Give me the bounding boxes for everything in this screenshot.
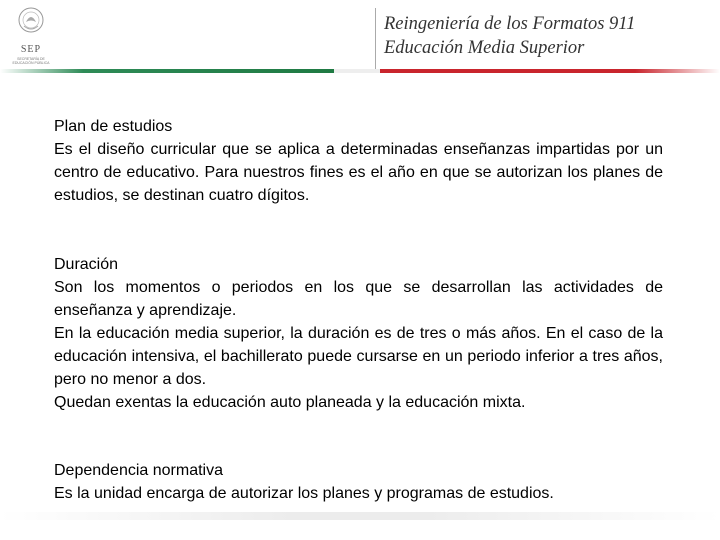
section-duracion [54,253,663,414]
document-body [54,115,663,505]
section-body: En la educación media superior, la duración es de tres o más años. En el caso de la educación intensiva, el bachillerato puede cursarse en un periodo inferior a tres años, pero no menor a dos. [54,325,663,388]
section-heading: Duración [54,256,119,273]
logo-subtitle: SECRETARÍA DE EDUCACIÓN PÚBLICA [12,57,50,65]
section-body: Son los momentos o periodos en los que se desarrollan las actividades de enseñanza y aprendizaje. [54,279,663,319]
mexican-coat-of-arms-icon [17,6,45,38]
section-heading: Dependencia normativa [54,462,223,479]
flag-band-red [380,69,720,73]
section-body: Quedan exentas la educación auto planeada y la educación mixta. [54,394,526,411]
section-heading: Plan de estudios [54,118,173,135]
header-title [384,12,704,60]
flag-band-white [334,69,380,73]
header-divider [375,8,376,70]
flag-band-green [0,69,334,73]
title-line-2: Educación Media Superior [384,38,585,58]
header [0,0,720,80]
section-body: Es la unidad encarga de autorizar los planes y programas de estudios. [54,485,554,502]
sep-logo [8,6,54,66]
slide-bottom-shadow [0,512,720,520]
title-line-1: Reingeniería de los Formatos 911 [384,14,636,34]
section-body: Es el diseño curricular que se aplica a determinadas enseñanzas impartidas por un centro de educativo. Para nuestros fines es el año en que se autorizan los planes de estudios, se destinan cuatro dígitos. [54,141,663,204]
section-dependencia-normativa [54,459,663,505]
logo-abbreviation: SEP [20,44,42,55]
section-plan-de-estudios [54,115,663,207]
